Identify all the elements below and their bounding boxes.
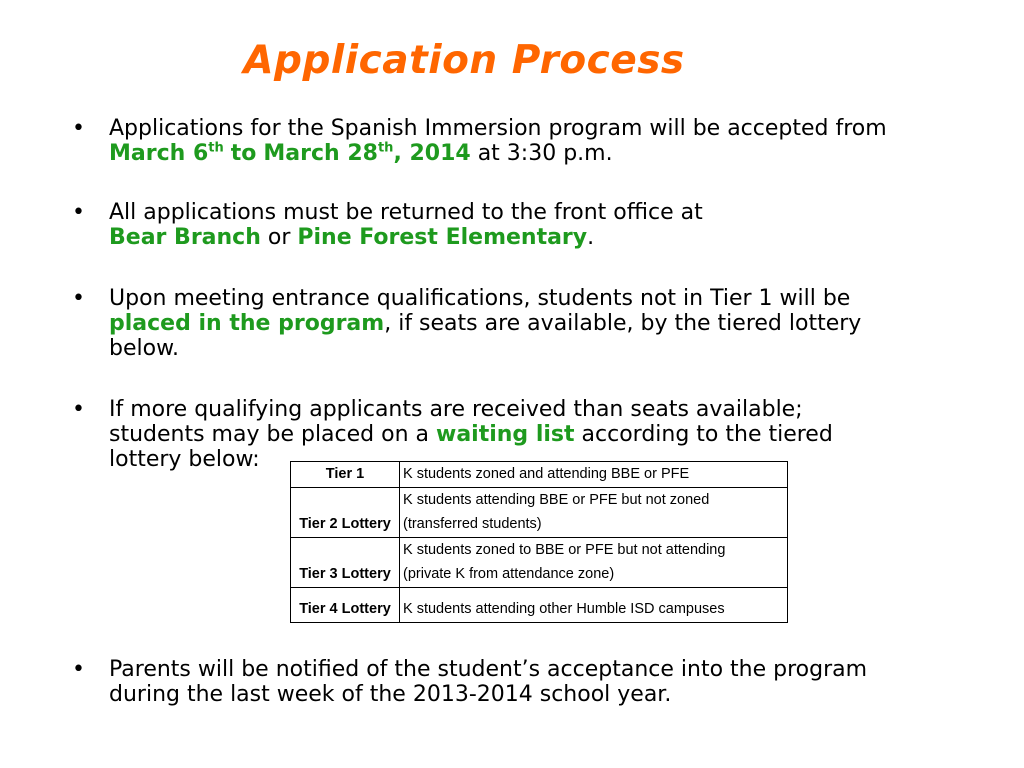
page-title: Application Process xyxy=(243,38,685,83)
bullet-dot: • xyxy=(72,200,85,225)
tier-lottery-table xyxy=(290,461,788,623)
table-row xyxy=(291,487,788,537)
bullet-dot: • xyxy=(72,286,85,311)
table-row xyxy=(291,587,788,622)
tier-name: Tier 2 Lottery xyxy=(291,487,400,537)
date-start: March 6th xyxy=(109,140,224,166)
tier-description: K students attending other Humble ISD campuses xyxy=(400,587,788,622)
date-end: March 28th, 2014 xyxy=(263,140,471,166)
bullet-dot: • xyxy=(72,116,85,141)
bullet-text: Applications for the Spanish Immersion program will be accepted from March 6th to March 28th, 2014 at 3:30 p.m. xyxy=(109,116,887,166)
tier-name: Tier 1 xyxy=(291,462,400,488)
bullet-dot: • xyxy=(72,397,85,422)
bullet-text: Upon meeting entrance qualifications, students not in Tier 1 will be placed in the program, if seats are available, by the tiered lottery below. xyxy=(109,286,862,361)
bullet-text: All applications must be returned to the front office at Bear Branch or Pine Forest Elementary. xyxy=(109,200,703,250)
table-row xyxy=(291,462,788,488)
tier-description: K students zoned to BBE or PFE but not attending (private K from attendance zone) xyxy=(400,537,788,587)
bullet-text: Parents will be notified of the student’s acceptance into the program during the last week of the 2013-2014 school year. xyxy=(109,657,868,707)
tier-description: K students zoned and attending BBE or PFE xyxy=(400,462,788,488)
school-bear-branch: Bear Branch xyxy=(109,225,261,250)
tier-name: Tier 4 Lottery xyxy=(291,587,400,622)
bullet-dot: • xyxy=(72,657,85,682)
tier-description: K students attending BBE or PFE but not zoned (transferred students) xyxy=(400,487,788,537)
table-row xyxy=(291,537,788,587)
bullet-text: If more qualifying applicants are received than seats available; students may be placed on a waiting list according to the tiered lottery below: xyxy=(109,397,833,472)
school-pine-forest: Pine Forest Elementary xyxy=(297,225,588,250)
tier-name: Tier 3 Lottery xyxy=(291,537,400,587)
